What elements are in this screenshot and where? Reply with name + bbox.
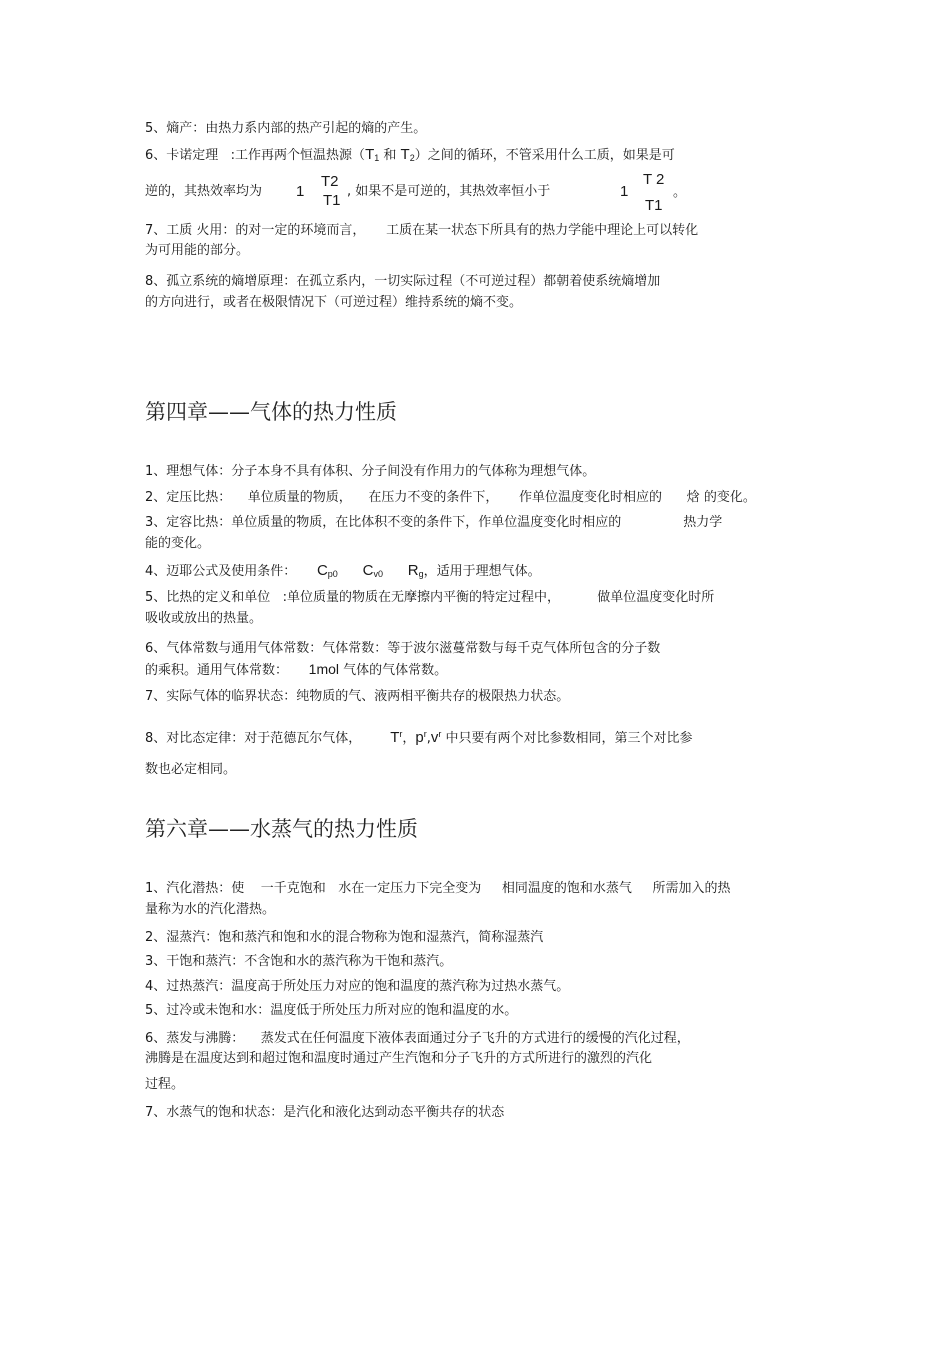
ch3-item-5: 5、熵产：由热力系内部的热产引起的熵的产生。: [145, 121, 427, 136]
text: 和: [379, 148, 401, 163]
text: 6、卡诺定理 :工作再两个恒温热源（: [145, 148, 366, 163]
ch3-item-7-line2: 为可用能的部分。: [145, 243, 250, 258]
ch4-item-6-line2: [145, 660, 447, 680]
ch4-item-3-line1: 3、定容比热：单位质量的物质，在比体积不变的条件下，作单位温度变化时相应的 热力学: [145, 515, 723, 530]
text: 4、迈耶公式及使用条件：: [145, 564, 317, 579]
subscript: 1: [374, 153, 380, 163]
ch3-item-6-end: 。: [673, 185, 687, 200]
ch4-item-8-line1: 8、对比态定律：对于范德瓦尔气体， $T^r$，$p^r,v^r$ 中只要有两个对比参数相同，第三个对比参: [145, 729, 693, 746]
ch3-item-6-line2-pre: 逆的，其热效率均为: [145, 184, 263, 199]
formula-denominator: T1: [645, 197, 663, 214]
ch6-item-6-line3: 过程。: [145, 1077, 185, 1092]
ch6-item-3: 3、干饱和蒸汽：不含饱和水的蒸汽称为干饱和蒸汽。: [145, 954, 453, 969]
formula-one: 1: [620, 183, 629, 200]
ch4-item-1: 1、理想气体：分子本身不具有体积、分子间没有作用力的气体称为理想气体。: [145, 464, 596, 479]
subscript: p0: [327, 569, 338, 579]
formula-numerator: T2: [321, 173, 339, 190]
ch6-item-1-line2: 量称为水的汽化潜热。: [145, 902, 276, 917]
ch6-item-6-line1: 6、蒸发与沸腾： 蒸发式在任何温度下液体表面通过分子飞升的方式进行的缓慢的汽化过程，: [145, 1031, 690, 1046]
ch3-item-6-line1: [145, 146, 675, 167]
ch4-item-5-line2: 吸收或放出的热量。: [145, 611, 263, 626]
text: 中只要有两个对比参数相同，第三个对比参: [445, 731, 693, 746]
symbol-rg: R: [407, 562, 419, 579]
text: 8、对比态定律：对于范德瓦尔气体，: [145, 731, 391, 746]
ch4-item-2: 2、定压比热： 单位质量的物质， 在压力不变的条件下， 作单位温度变化时相应的 焓 的变化。: [145, 490, 756, 505]
chapter-4-title: 第四章——气体的热力性质: [145, 400, 397, 424]
ch6-item-4: 4、过热蒸汽：温度高于所处压力对应的饱和温度的蒸汽称为过热水蒸气。: [145, 979, 570, 994]
ch4-item-8-line2: 数也必定相同。: [145, 762, 237, 777]
formula-one: 1: [296, 183, 305, 200]
ch4-item-7: 7、实际气体的临界状态：纯物质的气、液两相平衡共存的极限热力状态。: [145, 689, 570, 704]
chapter-6-title: 第六章——水蒸气的热力性质: [145, 817, 418, 841]
text: 气体的气体常数。: [339, 663, 448, 678]
ch6-item-5: 5、过冷或未饱和水：温度低于所处压力所对应的饱和温度的水。: [145, 1003, 518, 1018]
ch4-item-4: [145, 562, 541, 583]
formula-numerator: T 2: [643, 171, 665, 188]
superscript: r: [399, 729, 403, 739]
ch3-item-7-line1: 7、工质 火用：的对一定的环境而言， 工质在某一状态下所具有的热力学能中理论上可以转化: [145, 223, 699, 238]
subscript: g: [418, 569, 424, 579]
ch4-item-6-line1: 6、气体常数与通用气体常数：气体常数：等于波尔滋蔓常数与每千克气体所包含的分子数: [145, 641, 661, 656]
formula-denominator: T1: [323, 192, 341, 209]
ch3-item-6-line2-mid: , 如果不是可逆的，其热效率恒小于: [347, 184, 551, 199]
symbol-cv0: C: [362, 562, 374, 579]
text: 的乘积。通用气体常数：: [145, 663, 309, 678]
ch3-item-8-line2: 的方向进行，或者在极限情况下（可逆过程）维持系统的熵不变。: [145, 295, 523, 310]
ch4-item-3-line2: 能的变化。: [145, 536, 211, 551]
text: ，适用于理想气体。: [423, 564, 541, 579]
unit-mol: 1mol: [308, 661, 340, 677]
symbol-cp0: C: [316, 562, 328, 579]
symbol-t2: T: [400, 146, 410, 163]
ch6-item-1-line1: 1、汽化潜热：使 一千克饱和 水在一定压力下完全变为 相同温度的饱和水蒸气 所需加入的热: [145, 881, 731, 896]
ch6-item-2: 2、湿蒸汽：饱和蒸汽和饱和水的混合物称为饱和湿蒸汽，简称湿蒸汽: [145, 930, 544, 945]
ch4-item-5-line1: 5、比热的定义和单位 :单位质量的物质在无摩擦内平衡的特定过程中， 做单位温度变化时所: [145, 590, 715, 605]
symbol-tr: T: [390, 729, 400, 746]
ch6-item-6-line2: 沸腾是在温度达到和超过饱和温度时通过产生汽饱和分子飞升的方式所进行的激烈的汽化: [145, 1051, 653, 1066]
superscript: r: [438, 729, 442, 739]
subscript: 2: [409, 153, 415, 163]
symbol-t1: T: [365, 146, 375, 163]
subscript: v0: [373, 569, 383, 579]
superscript: r: [423, 729, 427, 739]
symbol-vr: v: [430, 729, 439, 746]
ch3-item-8-line1: 8、孤立系统的熵增原理：在孤立系内，一切实际过程（不可逆过程）都朝着使系统熵增加: [145, 274, 661, 289]
text: ）之间的循环，不管采用什么工质，如果是可: [414, 148, 675, 163]
ch6-item-7: 7、水蒸气的饱和状态：是汽化和液化达到动态平衡共存的状态: [145, 1105, 505, 1120]
symbol-pr: p: [415, 729, 424, 746]
